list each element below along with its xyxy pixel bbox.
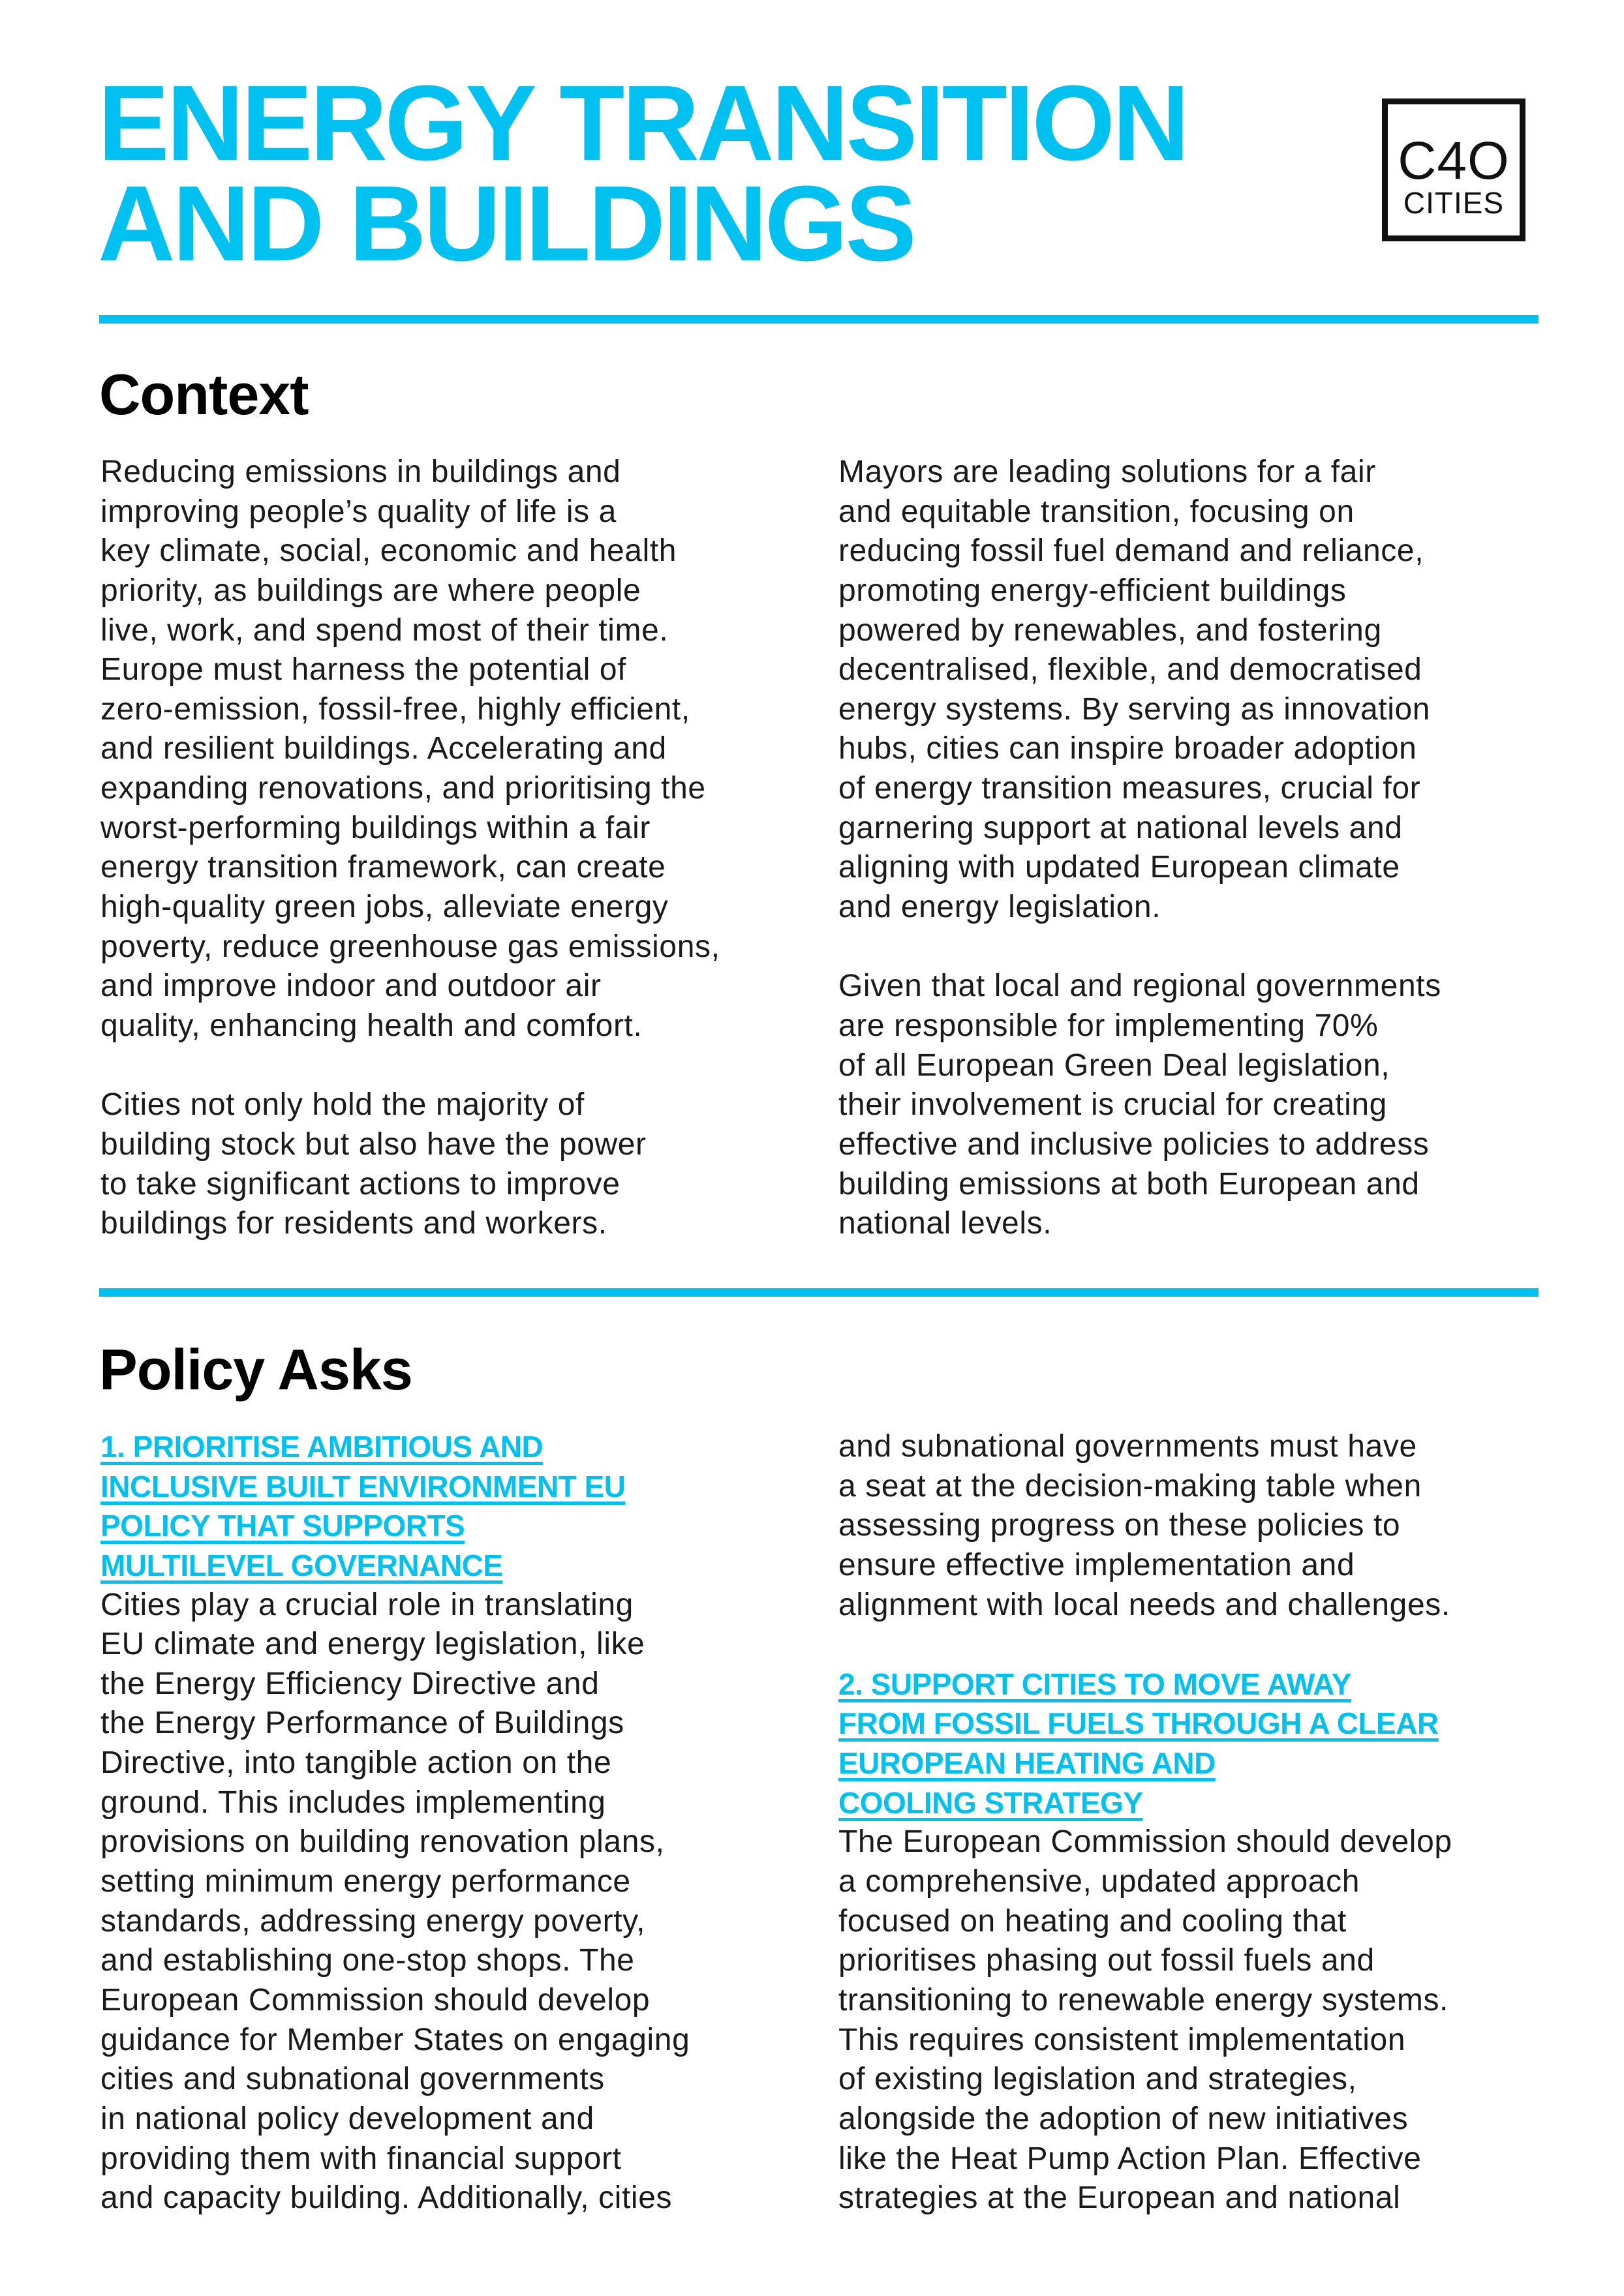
- context-text-line-row: [100, 1006, 812, 1046]
- context-text-line: powered by renewables, and fostering: [838, 612, 1382, 648]
- title-line-1: ENERGY TRANSITION: [98, 63, 1187, 183]
- policy-ask-1-text-line-row: [100, 1704, 812, 1744]
- policy-ask-1-text-line: Cities play a crucial role in translating: [100, 1587, 634, 1622]
- policy-ask-1-text-line-row: [100, 1665, 812, 1704]
- policy-ask-1-heading-link-row: [100, 1467, 812, 1507]
- policy-ask-2-text-line-row: [838, 1902, 1550, 1942]
- policy-ask-1-text-line: EU climate and energy legislation, like: [100, 1627, 645, 1662]
- policy-ask-2-text-line-row: [838, 2179, 1550, 2218]
- context-text-line: quality, enhancing health and comfort.: [100, 1008, 643, 1043]
- policy-ask-2-heading-link[interactable]: EUROPEAN HEATING AND: [838, 1746, 1216, 1781]
- policy-asks-heading: Policy Asks: [99, 1337, 412, 1402]
- policy-ask-1-text-line-row: [838, 1427, 1550, 1467]
- context-text-line-row: [838, 967, 1550, 1006]
- context-text-line: Reducing emissions in buildings and: [100, 455, 621, 489]
- policy-ask-1-heading-link-row: [100, 1506, 812, 1546]
- context-text-line-row: [838, 492, 1550, 532]
- context-text-line-row: [100, 848, 812, 888]
- context-text-line: and resilient buildings. Accelerating and: [100, 731, 667, 766]
- context-text-line: reducing fossil fuel demand and reliance,: [838, 534, 1424, 569]
- policy-ask-1-text-line: guidance for Member States on engaging: [100, 2022, 690, 2057]
- policy-ask-1-text-line: ground. This includes implementing: [100, 1785, 606, 1820]
- policy-ask-1-text-line: provisions on building renovation plans,: [100, 1824, 665, 1860]
- policy-ask-2-text-line-row: [838, 2100, 1550, 2139]
- paragraph-gap: [838, 1625, 1550, 1665]
- policy-ask-1-text-line-row: [838, 1467, 1550, 1507]
- policy-ask-1-heading-link-row: [100, 1546, 812, 1586]
- policy-ask-1-text-line: and subnational governments must have: [838, 1429, 1417, 1464]
- c40-cities-logo: [1382, 98, 1525, 241]
- context-text-line: and energy legislation.: [838, 890, 1161, 925]
- policy-ask-1-text-line: ensure effective implementation and: [838, 1547, 1355, 1582]
- context-text-line-row: [838, 1165, 1550, 1205]
- policy-ask-1-text-line-row: [100, 1941, 812, 1981]
- policy-ask-1-heading-link[interactable]: 1. PRIORITISE AMBITIOUS AND: [100, 1430, 544, 1464]
- context-heading: Context: [99, 362, 309, 427]
- context-text-line: worst-performing buildings within a fair: [100, 810, 651, 845]
- context-text-line-row: [100, 492, 812, 532]
- context-text-line: building stock but also have the power: [100, 1126, 647, 1162]
- context-text-line-row: [100, 967, 812, 1006]
- policy-ask-1-text-line-row: [838, 1506, 1550, 1546]
- context-text-line-row: [838, 650, 1550, 690]
- context-text-line-row: [100, 729, 812, 769]
- policy-left-column: [100, 1427, 812, 2218]
- policy-ask-1-text-line-row: [100, 2021, 812, 2061]
- policy-ask-2-text-line-row: [838, 1862, 1550, 1902]
- context-text-line: key climate, social, economic and health: [100, 534, 677, 569]
- context-text-line-row: [100, 1085, 812, 1125]
- context-text-line: national levels.: [838, 1206, 1052, 1241]
- context-text-line-row: [100, 690, 812, 730]
- context-text-line: Cities not only hold the majority of: [100, 1087, 585, 1123]
- divider-middle: [99, 1288, 1539, 1297]
- context-text-line: promoting energy-efficient buildings: [838, 573, 1347, 608]
- context-text-line: improving people’s quality of life is a: [100, 494, 617, 529]
- context-text-line-row: [838, 888, 1550, 928]
- policy-ask-2-text-line: The European Commission should develop: [838, 1824, 1452, 1860]
- context-text-line-row: [838, 928, 1550, 967]
- policy-ask-2-text-line: of existing legislation and strategies,: [838, 2062, 1357, 2097]
- context-text-line: buildings for residents and workers.: [100, 1206, 607, 1241]
- context-text-line-row: [838, 1046, 1550, 1086]
- context-text-line-row: [100, 571, 812, 611]
- context-text-line: and improve indoor and outdoor air: [100, 969, 602, 1004]
- policy-ask-1-text-line: alignment with local needs and challenges.: [838, 1587, 1450, 1622]
- policy-ask-2-text-line-row: [838, 2139, 1550, 2179]
- policy-ask-1-text-line-row: [100, 1586, 812, 1625]
- context-text-line: poverty, reduce greenhouse gas emissions,: [100, 929, 720, 964]
- policy-ask-1-text-line: setting minimum energy performance: [100, 1864, 631, 1899]
- policy-ask-2-text-line: strategies at the European and national: [838, 2181, 1401, 2216]
- context-text-line-row: [838, 453, 1550, 492]
- policy-ask-2-text-line: This requires consistent implementation: [838, 2022, 1406, 2057]
- page-title: [98, 63, 1187, 283]
- policy-ask-1-text-line-row: [100, 2139, 812, 2179]
- policy-ask-1-text-line: and capacity building. Additionally, cities: [100, 2181, 673, 2216]
- context-text-line-row: [838, 571, 1550, 611]
- context-text-line-row: [100, 809, 812, 849]
- context-text-line-row: [838, 769, 1550, 809]
- logo-line-1: C4O: [1398, 131, 1510, 190]
- policy-ask-1-text-line-row: [100, 1625, 812, 1665]
- context-text-line: Mayors are leading solutions for a fair: [838, 455, 1376, 489]
- policy-ask-1-text-line: a seat at the decision-making table when: [838, 1468, 1422, 1503]
- context-text-line-row: [100, 888, 812, 928]
- policy-ask-1-text-line: Directive, into tangible action on the: [100, 1745, 612, 1781]
- policy-ask-1-text-line-row: [100, 1744, 812, 1783]
- context-text-line-row: [838, 611, 1550, 651]
- context-text-line-row: [100, 928, 812, 967]
- policy-ask-2-text-line-row: [838, 2060, 1550, 2100]
- policy-ask-1-text-line: European Commission should develop: [100, 1982, 651, 2017]
- context-text-line-row: [838, 848, 1550, 888]
- policy-ask-1-text-line-row: [100, 2179, 812, 2218]
- context-text-line: Europe must harness the potential of: [100, 652, 627, 687]
- policy-ask-2-text-line: transitioning to renewable energy systems.: [838, 1982, 1448, 2017]
- context-text-line-row: [100, 611, 812, 651]
- policy-ask-1-text-line: the Energy Efficiency Directive and: [100, 1666, 600, 1701]
- policy-ask-1-text-line: and establishing one-stop shops. The: [100, 1943, 635, 1978]
- policy-ask-1-text-line: cities and subnational governments: [100, 2062, 605, 2097]
- context-text-line: garnering support at national levels and: [838, 810, 1403, 845]
- policy-right-column: [838, 1427, 1550, 2218]
- context-text-line: decentralised, flexible, and democratised: [838, 652, 1422, 687]
- context-right-column: [838, 453, 1550, 1244]
- context-text-line-row: [100, 1204, 812, 1244]
- context-text-line-row: [838, 809, 1550, 849]
- context-text-line-row: [100, 650, 812, 690]
- policy-ask-1-text-line-row: [100, 1981, 812, 2021]
- policy-ask-1-text-line: standards, addressing energy poverty,: [100, 1903, 646, 1939]
- context-left-column: [100, 453, 812, 1244]
- context-text-line: energy transition framework, can create: [100, 850, 666, 885]
- context-text-line: effective and inclusive policies to address: [838, 1126, 1430, 1162]
- policy-ask-2-text-line-row: [838, 1981, 1550, 2021]
- policy-ask-1-heading-link-row: [100, 1427, 812, 1467]
- context-text-line: aligning with updated European climate: [838, 850, 1400, 885]
- policy-ask-1-heading-link[interactable]: POLICY THAT SUPPORTS: [100, 1509, 465, 1543]
- policy-ask-2-text-line: a comprehensive, updated approach: [838, 1864, 1360, 1899]
- policy-ask-1-text-line-row: [100, 1822, 812, 1862]
- policy-ask-1-text-line-row: [100, 1902, 812, 1942]
- context-text-line-row: [838, 1125, 1550, 1165]
- context-text-line-row: [100, 1165, 812, 1205]
- context-text-line: zero-emission, fossil-free, highly efficient,: [100, 691, 690, 727]
- policy-ask-2-heading-link-row: [838, 1665, 1550, 1704]
- context-text-line: are responsible for implementing 70%: [838, 1008, 1379, 1043]
- policy-ask-1-text-line: the Energy Performance of Buildings: [100, 1706, 624, 1741]
- context-text-line: priority, as buildings are where people: [100, 573, 641, 608]
- context-text-line: of all European Green Deal legislation,: [838, 1048, 1390, 1083]
- context-text-line: building emissions at both European and: [838, 1166, 1420, 1201]
- context-text-line-row: [100, 1125, 812, 1165]
- context-text-line: expanding renovations, and prioritising the: [100, 771, 706, 806]
- policy-ask-2-text-line: prioritises phasing out fossil fuels and: [838, 1943, 1375, 1978]
- policy-ask-2-heading-link[interactable]: COOLING STRATEGY: [838, 1785, 1143, 1820]
- context-text-line: their involvement is crucial for creating: [838, 1087, 1387, 1123]
- context-text-line-row: [100, 1046, 812, 1086]
- policy-ask-1-text-line-row: [838, 1586, 1550, 1625]
- policy-ask-2-heading-link-row: [838, 1704, 1550, 1744]
- context-text-line: live, work, and spend most of their time.: [100, 612, 669, 648]
- context-text-line-row: [838, 532, 1550, 571]
- context-text-line-row: [100, 532, 812, 571]
- context-text-line-row: [100, 769, 812, 809]
- policy-ask-2-text-line-row: [838, 1822, 1550, 1862]
- context-text-line: hubs, cities can inspire broader adoption: [838, 731, 1417, 766]
- context-text-line-row: [838, 729, 1550, 769]
- policy-ask-1-text-line: in national policy development and: [100, 2101, 594, 2136]
- context-text-line-row: [838, 1204, 1550, 1244]
- context-text-line: to take significant actions to improve: [100, 1166, 620, 1201]
- title-line-2: AND BUILDINGS: [98, 164, 914, 283]
- policy-ask-1-heading-link[interactable]: MULTILEVEL GOVERNANCE: [100, 1548, 503, 1582]
- policy-ask-2-heading-link[interactable]: FROM FOSSIL FUELS THROUGH A CLEAR: [838, 1706, 1439, 1741]
- policy-ask-2-text-line: focused on heating and cooling that: [838, 1903, 1347, 1939]
- policy-ask-1-text-line-row: [100, 1783, 812, 1823]
- policy-ask-1-text-line: providing them with financial support: [100, 2141, 622, 2176]
- policy-ask-1-text-line-row: [100, 2060, 812, 2100]
- policy-ask-2-text-line-row: [838, 2021, 1550, 2061]
- policy-ask-2-heading-link[interactable]: 2. SUPPORT CITIES TO MOVE AWAY: [838, 1667, 1351, 1701]
- policy-ask-2-text-line: like the Heat Pump Action Plan. Effective: [838, 2141, 1422, 2176]
- policy-ask-1-text-line: assessing progress on these policies to: [838, 1508, 1401, 1543]
- policy-ask-1-text-line-row: [838, 1546, 1550, 1586]
- context-text-line-row: [100, 453, 812, 492]
- context-text-line: and equitable transition, focusing on: [838, 494, 1355, 529]
- context-text-line: of energy transition measures, crucial for: [838, 771, 1421, 806]
- context-text-line-row: [838, 690, 1550, 730]
- policy-ask-1-text-line-row: [100, 1862, 812, 1902]
- policy-ask-2-text-line-row: [838, 1941, 1550, 1981]
- policy-ask-1-text-line-row: [100, 2100, 812, 2139]
- logo-line-2: CITIES: [1403, 186, 1505, 220]
- policy-ask-1-heading-link[interactable]: INCLUSIVE BUILT ENVIRONMENT EU: [100, 1469, 626, 1503]
- policy-ask-2-text-line: alongside the adoption of new initiatives: [838, 2101, 1409, 2136]
- divider-top: [99, 315, 1539, 324]
- context-text-line: high-quality green jobs, alleviate energy: [100, 890, 669, 925]
- context-text-line: Given that local and regional governments: [838, 969, 1441, 1004]
- context-text-line-row: [838, 1006, 1550, 1046]
- context-text-line: energy systems. By serving as innovation: [838, 691, 1431, 727]
- context-text-line-row: [838, 1085, 1550, 1125]
- policy-ask-2-heading-link-row: [838, 1744, 1550, 1783]
- policy-ask-2-heading-link-row: [838, 1783, 1550, 1823]
